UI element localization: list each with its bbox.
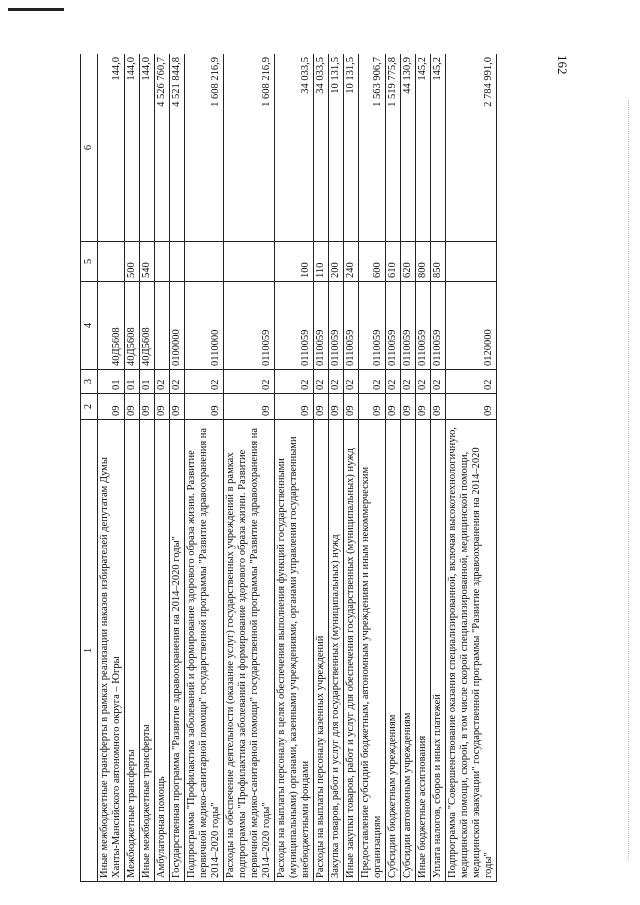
amount-cell: 10 131,5	[344, 54, 359, 242]
table-row	[416, 54, 431, 882]
section-code-cell: 09	[185, 394, 224, 420]
row-name-cell: Иные межбюджетные трансферты	[140, 420, 155, 882]
table-row	[98, 54, 125, 882]
table-row	[314, 54, 329, 882]
target-article-cell: 0110059	[224, 282, 275, 370]
row-name-cell: Государственная программа "Развитие здравоохранения на 2014–2020 годы"	[170, 420, 185, 882]
row-name-cell: Иные закупки товаров, работ и услуг для обеспечения государственных (муниципальных) нужд	[344, 420, 359, 882]
header-cell: 1	[81, 420, 98, 882]
subsection-code-cell: 02	[185, 370, 224, 394]
table-row	[155, 54, 170, 882]
expense-type-cell: 200	[329, 242, 344, 282]
rotated-table-container	[80, 54, 610, 882]
target-article-cell: 0110059	[416, 282, 431, 370]
target-article-cell: 0110000	[185, 282, 224, 370]
target-article-cell: 0120000	[446, 282, 497, 370]
target-article-cell: 0110059	[401, 282, 416, 370]
section-code-cell: 09	[416, 394, 431, 420]
amount-cell: 1 608 216,9	[185, 54, 224, 242]
expense-type-cell: 800	[416, 242, 431, 282]
expense-type-cell	[224, 242, 275, 282]
row-name-cell: Подпрограмма "Совершенствование оказания специализированной, включая высокотехнологичную, медицинской помощи, скорой, в том числе скорой специализированной, медицинской помощи, медицинской эвакуации" государственной программы "Развитие здравоохранения на 2014–2020 годы"	[446, 420, 497, 882]
amount-cell: 4 521 844,8	[170, 54, 185, 242]
table-row	[170, 54, 185, 882]
row-name-cell: Предоставление субсидий бюджетным, автономным учреждениям и иным некоммерческим организациям	[359, 420, 386, 882]
row-name-cell: Иные межбюджетные трансферты в рамках реализации наказов избирателей депутатам Думы Ханты-Мансийского автономного округа – Югры	[98, 420, 125, 882]
top-rule	[8, 8, 64, 11]
subsection-code-cell: 02	[314, 370, 329, 394]
row-name-cell: Подпрограмма "Профилактика заболеваний и формирование здорового образа жизни. Развитие первичной медико-санитарной помощи" государственной программы "Развитие здравоохранения на 2014–2020 годы"	[185, 420, 224, 882]
subsection-code-cell: 01	[125, 370, 140, 394]
section-code-cell: 09	[275, 394, 314, 420]
expense-type-cell: 100	[275, 242, 314, 282]
subsection-code-cell: 02	[416, 370, 431, 394]
section-code-cell: 09	[140, 394, 155, 420]
table-row	[224, 54, 275, 882]
table-row	[344, 54, 359, 882]
budget-table	[80, 54, 497, 882]
target-article-cell: 0110059	[275, 282, 314, 370]
subsection-code-cell: 02	[344, 370, 359, 394]
table-row	[275, 54, 314, 882]
amount-cell: 144,0	[140, 54, 155, 242]
target-article-cell: 0110059	[386, 282, 401, 370]
section-code-cell: 09	[386, 394, 401, 420]
expense-type-cell: 540	[140, 242, 155, 282]
subsection-code-cell: 02	[275, 370, 314, 394]
amount-cell: 10 131,5	[329, 54, 344, 242]
section-code-cell: 09	[155, 394, 170, 420]
amount-cell: 145,2	[431, 54, 446, 242]
page-number: 162	[555, 55, 570, 75]
amount-cell: 34 033,5	[275, 54, 314, 242]
row-name-cell: Расходы на выплаты персоналу в целях обеспечения выполнения функций государственными (муниципальными) органами, казенными учреждениями, органами управления государственными внебюджетными фондами	[275, 420, 314, 882]
subsection-code-cell: 02	[401, 370, 416, 394]
subsection-code-cell: 01	[98, 370, 125, 394]
subsection-code-cell: 02	[431, 370, 446, 394]
expense-type-cell: 620	[401, 242, 416, 282]
section-code-cell: 09	[401, 394, 416, 420]
table-row	[431, 54, 446, 882]
target-article-cell: 40Д5608	[140, 282, 155, 370]
row-name-cell: Расходы на обеспечение деятельности (оказание услуг) государственных учреждений в рамках подпрограммы "Профилактика заболеваний и формирование здорового образа жизни. Развитие первичной медико-санитарной помощи" государственной программы "Развитие здравоохранения на 2014–2020 годы"	[224, 420, 275, 882]
row-name-cell: Иные бюджетные ассигнования	[416, 420, 431, 882]
amount-cell: 144,0	[125, 54, 140, 242]
row-name-cell: Субсидии бюджетным учреждениям	[386, 420, 401, 882]
section-code-cell: 09	[224, 394, 275, 420]
target-article-cell: 40Д5608	[125, 282, 140, 370]
expense-type-cell: 240	[344, 242, 359, 282]
scan-margin-line	[628, 100, 630, 860]
subsection-code-cell: 02	[386, 370, 401, 394]
expense-type-cell	[98, 242, 125, 282]
amount-cell: 34 033,5	[314, 54, 329, 242]
subsection-code-cell: 02	[446, 370, 497, 394]
expense-type-cell	[155, 242, 170, 282]
target-article-cell	[155, 282, 170, 370]
section-code-cell: 09	[329, 394, 344, 420]
subsection-code-cell: 02	[170, 370, 185, 394]
expense-type-cell: 600	[359, 242, 386, 282]
header-cell: 4	[81, 282, 98, 370]
section-code-cell: 09	[125, 394, 140, 420]
target-article-cell: 40Д5608	[98, 282, 125, 370]
subsection-code-cell: 02	[155, 370, 170, 394]
section-code-cell: 09	[170, 394, 185, 420]
table-row	[446, 54, 497, 882]
row-name-cell: Уплата налогов, сборов и иных платежей	[431, 420, 446, 882]
amount-cell: 2 784 991,0	[446, 54, 497, 242]
header-cell: 3	[81, 370, 98, 394]
expense-type-cell: 500	[125, 242, 140, 282]
section-code-cell: 09	[431, 394, 446, 420]
expense-type-cell	[170, 242, 185, 282]
section-code-cell: 09	[314, 394, 329, 420]
target-article-cell: 0110059	[329, 282, 344, 370]
row-name-cell: Субсидии автономным учреждениям	[401, 420, 416, 882]
expense-type-cell	[446, 242, 497, 282]
section-code-cell: 09	[98, 394, 125, 420]
table-stage	[80, 54, 610, 882]
expense-type-cell	[185, 242, 224, 282]
expense-type-cell: 110	[314, 242, 329, 282]
table-row	[386, 54, 401, 882]
row-name-cell: Закупка товаров, работ и услуг для государственных (муниципальных) нужд	[329, 420, 344, 882]
row-name-cell: Межбюджетные трансферты	[125, 420, 140, 882]
table-row	[329, 54, 344, 882]
table-row	[401, 54, 416, 882]
amount-cell: 4 526 760,7	[155, 54, 170, 242]
subsection-code-cell: 02	[224, 370, 275, 394]
target-article-cell: 0110059	[431, 282, 446, 370]
amount-cell: 1 519 775,8	[386, 54, 401, 242]
table-row	[140, 54, 155, 882]
amount-cell: 1 608 216,9	[224, 54, 275, 242]
amount-cell: 145,2	[416, 54, 431, 242]
header-cell: 2	[81, 394, 98, 420]
subsection-code-cell: 01	[140, 370, 155, 394]
row-name-cell: Амбулаторная помощь	[155, 420, 170, 882]
section-code-cell: 09	[446, 394, 497, 420]
subsection-code-cell: 02	[329, 370, 344, 394]
target-article-cell: 0100000	[170, 282, 185, 370]
row-name-cell: Расходы на выплаты персоналу казенных учреждений	[314, 420, 329, 882]
header-cell: 5	[81, 242, 98, 282]
target-article-cell: 0110059	[314, 282, 329, 370]
target-article-cell: 0110059	[344, 282, 359, 370]
target-article-cell: 0110059	[359, 282, 386, 370]
expense-type-cell: 850	[431, 242, 446, 282]
section-code-cell: 09	[344, 394, 359, 420]
section-code-cell: 09	[359, 394, 386, 420]
amount-cell: 44 130,9	[401, 54, 416, 242]
table-header-row	[81, 54, 98, 882]
table-row	[125, 54, 140, 882]
amount-cell: 144,0	[98, 54, 125, 242]
table-row	[185, 54, 224, 882]
expense-type-cell: 610	[386, 242, 401, 282]
header-cell: 6	[81, 54, 98, 242]
budget-table-body	[81, 54, 497, 882]
subsection-code-cell: 02	[359, 370, 386, 394]
table-row	[359, 54, 386, 882]
amount-cell: 1 563 906,7	[359, 54, 386, 242]
